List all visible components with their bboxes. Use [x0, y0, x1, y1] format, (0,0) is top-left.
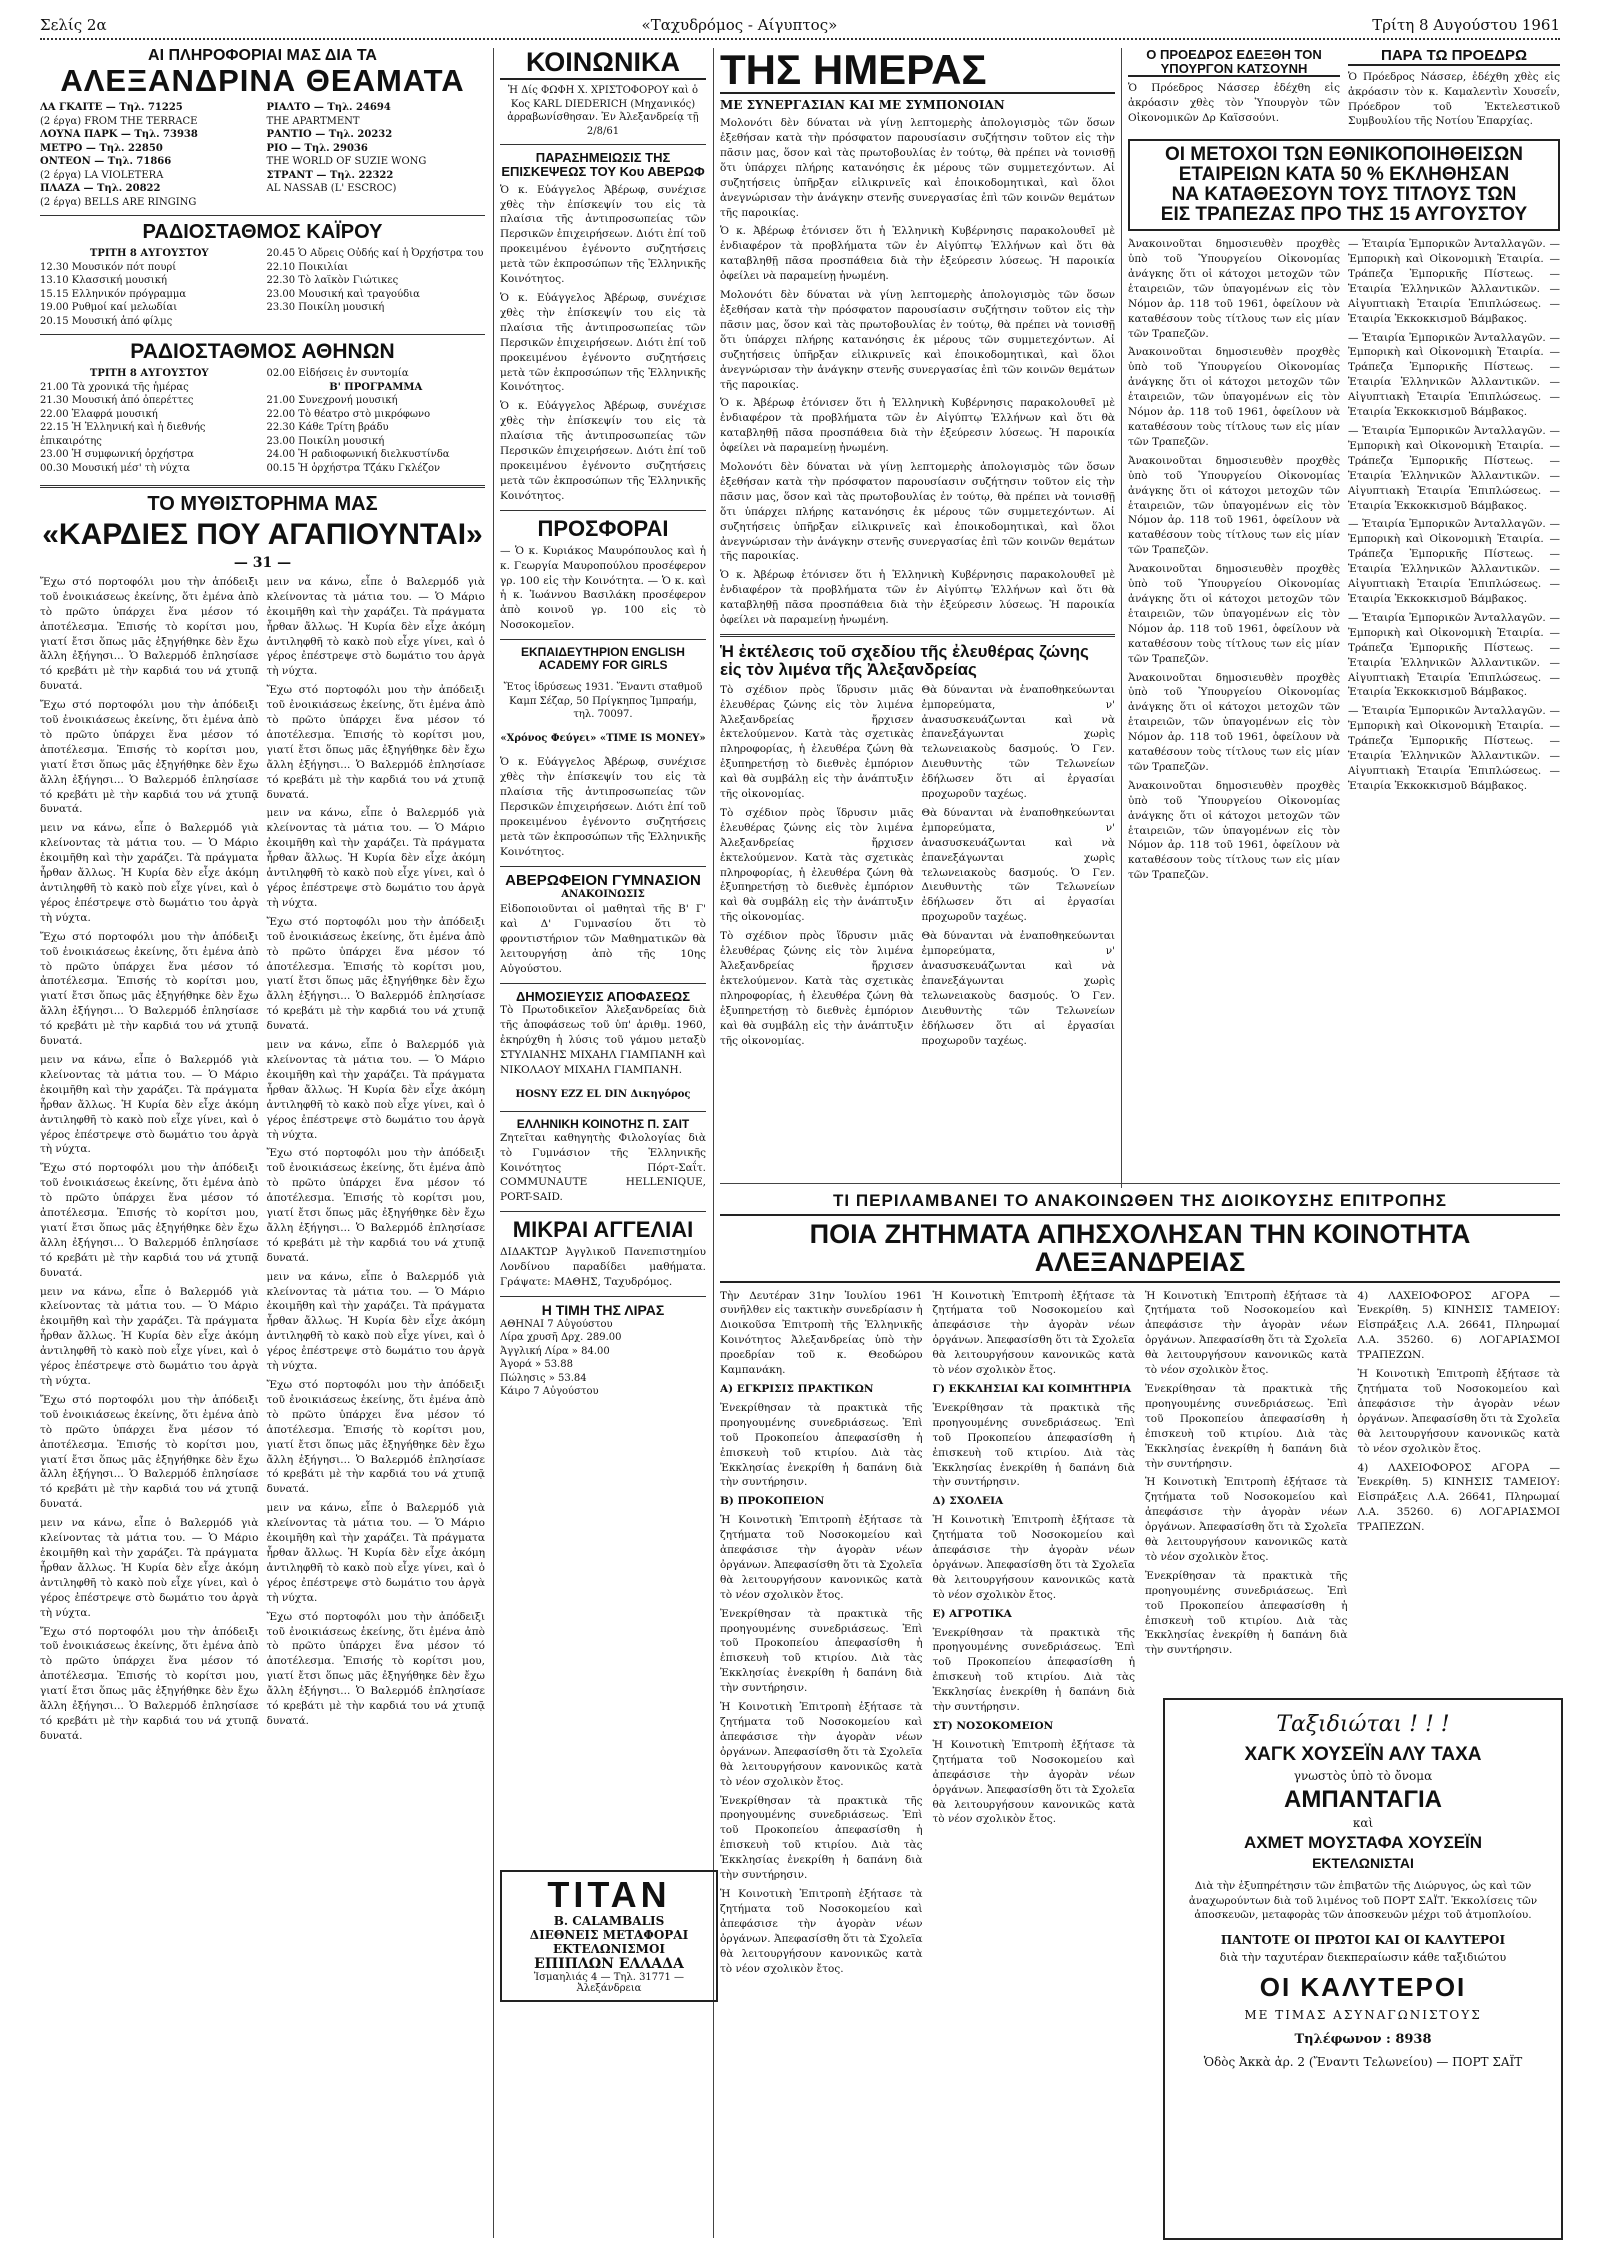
- schedule-entry: 22.15 Ἡ Ἑλληνική καὶ ἡ διεθνής ἐπικαιρότης: [40, 422, 206, 447]
- novel-title: «ΚΑΡΔΙΕΣ ΠΟΥ ΑΓΑΠΙΟΥΝΤΑΙ»: [42, 518, 483, 552]
- english-academy-quote: «Χρόνος Φεύγει» «TIME IS MONEY»: [500, 732, 706, 744]
- cinema-entry: ΛΑ ΓΚΑΙΤΕ — Τηλ. 71225: [40, 102, 183, 114]
- radio-athens-schedule: [40, 367, 485, 475]
- committee-headline: ΠΟΙΑ ΖΗΤΗΜΑΤΑ ΑΠΗΣΧΟΛΗΣΑΝ ΤΗΝ ΚΟΙΝΟΤΗΤΑ ΑΛΕΞΑΝΔΡΕΙΑΣ: [720, 1214, 1560, 1283]
- schedule-date: ΤΡΙΤΗ 8 ΑΥΓΟΥΣΤΟΥ: [89, 248, 209, 260]
- titan-company: B. CALAMBALIS: [553, 1913, 665, 1928]
- shareholders-paragraph: Ἀνακοινοῦται δημοσιευθὲν προχθὲς ὑπὸ τοῦ Ὑπουργείου Οἰκονομίας ἀνάγκης ὅτι οἱ κάτοχοι μετοχῶν τῶν ἑταιρειῶν, τῶν ὑπαγομένων εἰς τὸν Νόμον ἀρ. 118 τοῦ 1961, ὀφείλουν νὰ καταθέσουν τοὺς τίτλους των εἰς μίαν τῶν Τραπεζῶν.: [1128, 238, 1340, 340]
- ad-subtitle: διὰ τὴν ταχυτέραν διεκπεραίωσιν κάθε ταξιδιώτου: [1219, 1951, 1507, 1965]
- theatres-subtitle: ΑΙ ΠΛΗΡΟΦΟΡΙΑΙ ΜΑΣ ΔΙΑ ΤΑ: [148, 48, 377, 64]
- radio-cairo-title: ΡΑΔΙΟΣΤΑΘΜΟΣ ΚΑΪΡΟΥ: [142, 221, 383, 244]
- novel-paragraph: μειν να κάνω, εἶπε ὁ Βαλερμόδ γιὰ κλείνοντας τὰ μάτια του. — Ὁ Μάριο ἐκοιμῆθη καὶ τὴν χαράζει. Τὰ πράγματα ἦρθαν ἄλλως. Ἡ Κυρία δὲν εἶχε ἀκόμη ἀντιληφθῆ τὸ κακὸ ποὺ εἶχε γίνει, καὶ ὁ γέρος ἐπέστρεψε στὸ δωμάτιο του ἀργὰ τὴ νύχτα.: [40, 822, 259, 924]
- cinema-entry: ΣΤΡΑΝΤ — Τηλ. 22322: [266, 169, 394, 181]
- cinema-entry: (2 έργα) FROM THE TERRACE: [40, 115, 198, 127]
- small-ad-text: ΔΙΔΑΚΤΩΡ Ἀγγλικοῦ Πανεπιστημίου Λονδίνου παραδίδει μαθήματα. Γράψατε: ΜΑΘΗΣ, Ταχυδρόμος.: [500, 1246, 706, 1289]
- novel-paragraph: μειν να κάνω, εἶπε ὁ Βαλερμόδ γιὰ κλείνοντας τὰ μάτια του. — Ὁ Μάριο ἐκοιμῆθη καὶ τὴν χαράζει. Τὰ πράγματα ἦρθαν ἄλλως. Ἡ Κυρία δὲν εἶχε ἀκόμη ἀντιληφθῆ τὸ κακὸ ποὺ εἶχε γίνει, καὶ ὁ γέρος ἐπέστρεψε στὸ δωμάτιο του ἀργὰ τὴ νύχτα.: [266, 807, 485, 909]
- english-academy-body: Ὁ κ. Εὐάγγελος Ἀβέρωφ, συνέχισε χθὲς τὴν ἐπίσκεψίν του εἰς τὰ πλαίσια τῆς ἀντιπροσωπείας τῶν Περσικῶν ἐπιχειρήσεων. Διότι ἐπί τοῦ προκειμένου ἐγένοντο συζητήσεις μετὰ τῶν ἐκπροσώπων τῆς Ἑλληνικῆς Κοινότητος.: [500, 756, 706, 858]
- company-list: — Ἑταιρία Ἐμπορικῶν Ἀνταλλαγῶν. — Ἐμπορικὴ καὶ Οἰκονομικὴ Ἑταιρία. — Τράπεζα Ἐμπορικῆς Πίστεως. — Ἑταιρία Ἑλληνικῶν Ἀλλαντικῶν. — Αἰγυπτιακὴ Ἑταιρία Ἐπιπλώσεως. — Ἑταιρία Ἐκκοκκισμοῦ Βάμβακος.: [1348, 518, 1560, 605]
- free-zone-body: [720, 683, 1115, 1053]
- schedule-entry: 24.00 Ἡ ραδιοφωνική διελκυστίνδα: [266, 449, 450, 461]
- committee-paragraph: Ἡ Κοινοτικὴ Ἐπιτροπὴ ἐξήτασε τὰ ζητήματα τοῦ Νοσοκομείου καὶ ἀπεφάσισε τὴν ἀγορὰν νέων ὀργάνων. Ἀπεφασίσθη ὅτι τὰ Σχολεῖα θὰ λειτουργήσουν κανονικῶς κατὰ τὸ νέον σχολικὸν ἔτος.: [932, 1289, 1135, 1377]
- decision-head: ΔΗΜΟΣΙΕΥΣΙΣ ΑΠΟΦΑΣΕΩΣ: [515, 988, 691, 1004]
- novel-paragraph: Ἔχω στό πορτοφόλι μου τὴν ἀπόδειξι τοῦ ἐνοικιάσεως ἐκείνης, ὅτι ἐμένα ἀπὸ τὸ πρῶτο ὑπάρχει ἕνα μέσον τό ἀποτέλεσμα. Ἐπισής τὸ κορίτσι μου, γιατί ἔτσι ὅπως μᾶς ἐξηγήθηκε δὲν ἔχω ἄλλη ἐξήγησι... Ὁ Βαλερμόδ ἐπλησίασε τό κρεβάτι μὲ τὴν καρδιά του νά χτυπᾷ δυνατά.: [40, 699, 259, 816]
- averofeion-head: ΑΒΕΡΩΦΕΙΟΝ ΓΥΜΝΑΣΙΟΝ: [505, 871, 701, 889]
- lira-price-head: Η ΤΙΜΗ ΤΗΣ ΛΙΡΑΣ: [541, 1302, 665, 1319]
- cinema-entry: (2 έργα) BELLS ARE RINGING: [40, 196, 197, 208]
- shareholders-paragraph: Ἀνακοινοῦται δημοσιευθὲν προχθὲς ὑπὸ τοῦ Ὑπουργείου Οἰκονομίας ἀνάγκης ὅτι οἱ κάτοχοι μετοχῶν τῶν ἑταιρειῶν, τῶν ὑπαγομένων εἰς τὸν Νόμον ἀρ. 118 τοῦ 1961, ὀφείλουν νὰ καταθέσουν τοὺς τίτλους των εἰς μίαν τῶν Τραπεζῶν.: [1128, 563, 1340, 665]
- shareholders-paragraph: Ἀνακοινοῦται δημοσιευθὲν προχθὲς ὑπὸ τοῦ Ὑπουργείου Οἰκονομίας ἀνάγκης ὅτι οἱ κάτοχοι μετοχῶν τῶν ἑταιρειῶν, τῶν ὑπαγομένων εἰς τὸν Νόμον ἀρ. 118 τοῦ 1961, ὀφείλουν νὰ καταθέσουν τοὺς τίτλους των εἰς μίαν τῶν Τραπεζῶν.: [1128, 346, 1340, 448]
- company-list: — Ἑταιρία Ἐμπορικῶν Ἀνταλλαγῶν. — Ἐμπορικὴ καὶ Οἰκονομικὴ Ἑταιρία. — Τράπεζα Ἐμπορικῆς Πίστεως. — Ἑταιρία Ἑλληνικῶν Ἀλλαντικῶν. — Αἰγυπτιακὴ Ἑταιρία Ἐπιπλώσεως. — Ἑταιρία Ἐκκοκκισμοῦ Βάμβακος.: [1348, 611, 1560, 699]
- ad-phone: Τηλέφωνον : 8938: [1294, 2031, 1432, 2047]
- novel-paragraph: Ἔχω στό πορτοφόλι μου τὴν ἀπόδειξι τοῦ ἐνοικιάσεως ἐκείνης, ὅτι ἐμένα ἀπὸ τὸ πρῶτο ὑπάρχει ἕνα μέσον τό ἀποτέλεσμα. Ἐπισής τὸ κορίτσι μου, γιατί ἔτσι ὅπως μᾶς ἐξηγήθηκε δὲν ἔχω ἄλλη ἐξήγησι... Ὁ Βαλερμόδ ἐπλησίασε τό κρεβάτι μὲ τὴν καρδιά του νά χτυπᾷ δυνατά.: [40, 1625, 259, 1742]
- column-news-right: [1128, 48, 1560, 1198]
- banner-line: ΕΙΣ ΤΡΑΠΕΖΑΣ ΠΡΟ ΤΗΣ 15 ΑΥΓΟΥΣΤΟΥ: [1160, 204, 1528, 226]
- titan-address: Ἰσμαηλιάς 4 — Τηλ. 31771 — Ἀλεξάνδρεια: [533, 1971, 685, 1994]
- company-list: — Ἑταιρία Ἐμπορικῶν Ἀνταλλαγῶν. — Ἐμπορικὴ καὶ Οἰκονομικὴ Ἑταιρία. — Τράπεζα Ἐμπορικῆς Πίστεως. — Ἑταιρία Ἑλληνικῶν Ἀλλαντικῶν. — Αἰγυπτιακὴ Ἑταιρία Ἐπιπλώσεως. — Ἑταιρία Ἐκκοκκισμοῦ Βάμβακος.: [1348, 331, 1560, 419]
- para-to-proedro-text: Ὁ Πρόεδρος Νάσσερ, ἐδέχθη χθὲς εἰς ἀκρόασιν τὸν κ. Καμαλεντὶν Χουσεΐν, Πρόεδρον τοῦ Ἐκτελεστικοῦ Συμβουλίου τῆς Νοτίου Ἐπαρχίας.: [1348, 70, 1560, 128]
- committee-section-head: ΣΤ) ΝΟΣΟΚΟΜΕΙΟΝ: [932, 1720, 1054, 1732]
- column-of-the-day: [720, 48, 1115, 1228]
- shareholders-paragraph: Ἀνακοινοῦται δημοσιευθὲν προχθὲς ὑπὸ τοῦ Ὑπουργείου Οἰκονομίας ἀνάγκης ὅτι οἱ κάτοχοι μετοχῶν τῶν ἑταιρειῶν, τῶν ὑπαγομένων εἰς τὸν Νόμον ἀρ. 118 τοῦ 1961, ὀφείλουν νὰ καταθέσουν τοὺς τίτλους των εἰς μίαν τῶν Τραπεζῶν.: [1128, 779, 1340, 882]
- column-divider: [1121, 48, 1122, 1188]
- averof-visit-text: Ὁ κ. Εὐάγγελος Ἀβέρωφ, συνέχισε χθὲς τὴν ἐπίσκεψίν του εἰς τὰ πλαίσια τῆς ἀντιπροσωπείας τῶν Περσικῶν ἐπιχειρήσεων. Διότι ἐπί τοῦ προκειμένου ἐγένοντο συζητήσεις μετὰ τῶν ἐκπροσώπων τῆς Ἑλληνικῆς Κοινότητος.: [500, 400, 706, 502]
- committee-paragraph: Ἡ Κοινοτικὴ Ἐπιτροπὴ ἐξήτασε τὰ ζητήματα τοῦ Νοσοκομείου καὶ ἀπεφάσισε τὴν ἀγορὰν νέων ὀργάνων. Ἀπεφασίσθη ὅτι τὰ Σχολεῖα θὰ λειτουργήσουν κανονικῶς κατὰ τὸ νέον σχολικὸν ἔτος.: [1145, 1476, 1348, 1563]
- radio-athens-title: ΡΑΔΙΟΣΤΑΘΜΟΣ ΑΘΗΝΩΝ: [130, 340, 395, 364]
- free-zone-paragraph: Τὸ σχέδιον πρὸς ἵδρυσιν μιᾶς ἐλευθέρας ζώνης εἰς τὸν λιμένα Ἀλεξανδρείας ἤρχισεν ἐκτελούμενον. Κατὰ τὰς σχετικὰς πληροφορίας, ἡ ἐλευθέρα ζώνη θὰ ἐξυπηρετήσῃ τὸ διεθνὲς ἐμπόριον καὶ θὰ συμβάλῃ εἰς τὴν ἀνάπτυξιν τῆς οἰκονομίας.: [720, 683, 914, 801]
- lira-row: Κάιρο 7 Αὐγούστου: [500, 1386, 599, 1398]
- decision-text: Τὸ Πρωτοδικεῖον Ἀλεξανδρείας διὰ τῆς ἀποφάσεως τοῦ ὑπ' ἀριθμ. 1960, ἐκηρύχθη ἡ λύσις τοῦ γάμου μεταξὺ ΣΤΥΛΙΑΝΗΣ ΜΙΧΑΗΛ ΓΙΑΜΠΑΝΗ καὶ ΝΙΚΟΛΑΟΥ ΜΙΧΑΗΛ ΓΙΑΜΠΑΝΗ.: [500, 1004, 706, 1076]
- schedule-entry: 22.10 Ποικιλίαι: [266, 261, 349, 273]
- of-the-day-paragraph: Ὁ κ. Ἀβέρωφ ἐτόνισεν ὅτι ἡ Ἑλληνικὴ Κυβέρνησις παρακολουθεῖ μὲ ἐνδιαφέρον τὰ προβλήματα τῶν ἐν Αἰγύπτῳ Ἑλλήνων καὶ ὅτι θὰ καταβληθῇ πᾶσα προσπάθεια διὰ τὴν ἐξεύρεσιν λύσεως. Ἡ παροικία ὀφείλει νὰ παραμείνῃ ἠνωμένη.: [720, 569, 1115, 627]
- small-ads-head: ΜΙΚΡΑΙ ΑΓΓΕΛΙΑΙ: [512, 1217, 694, 1243]
- schedule-entry: 23.00 Ποικίλη μουσική: [266, 435, 385, 447]
- schedule-entry: 20.45 Ὁ Αὔρεις Οὐδής καί ἡ Ὀρχήστρα του: [266, 248, 484, 260]
- cinema-entry: ΡΑΝΤΙΟ — Τηλ. 20232: [266, 129, 393, 141]
- novel-paragraph: μειν να κάνω, εἶπε ὁ Βαλερμόδ γιὰ κλείνοντας τὰ μάτια του. — Ὁ Μάριο ἐκοιμῆθη καὶ τὴν χαράζει. Τὰ πράγματα ἦρθαν ἄλλως. Ἡ Κυρία δὲν εἶχε ἀκόμη ἀντιληφθῆ τὸ κακὸ ποὺ εἶχε γίνει, καὶ ὁ γέρος ἐπέστρεψε στὸ δωμάτιο του ἀργὰ τὴ νύχτα.: [40, 1517, 259, 1619]
- schedule-date: ΤΡΙΤΗ 8 ΑΥΓΟΥΣΤΟΥ: [89, 368, 209, 380]
- ad-and: καὶ: [1352, 1816, 1374, 1831]
- offers-head: ΠΡΟΣΦΟΡΑΙ: [537, 515, 669, 541]
- schedule-entry: 15.15 Ελληνικόν πρόγραμμα: [40, 288, 187, 300]
- engagement-notice: Ἡ Δίς ΦΩΦΗ Χ. ΧΡΙΣΤΟΦΟΡΟΥ καὶ ὁ Κος KARL DIEDERICH (Μηχανικός) ἀρραβωνίσθησαν. Ἐν Ἀλεξανδρείᾳ τῇ 2/8/61: [507, 85, 699, 137]
- novel-paragraph: Ἔχω στό πορτοφόλι μου τὴν ἀπόδειξι τοῦ ἐνοικιάσεως ἐκείνης, ὅτι ἐμένα ἀπὸ τὸ πρῶτο ὑπάρχει ἕνα μέσον τό ἀποτέλεσμα. Ἐπισής τὸ κορίτσι μου, γιατί ἔτσι ὅπως μᾶς ἐξηγήθηκε δὲν ἔχω ἄλλη ἐξήγησι... Ὁ Βαλερμόδ ἐπλησίασε τό κρεβάτι μὲ τὴν καρδιά του νά χτυπᾷ δυνατά.: [40, 930, 259, 1048]
- portsaid-community-text: Ζητεῖται καθηγητὴς Φιλολογίας διὰ τὸ Γυμνάσιον τῆς Ἑλληνικῆς Κοινότητος Πόρτ-Σαΐτ. COMMUNAUTE HELLENIQUE, PORT-SAID.: [500, 1131, 706, 1204]
- company-list: — Ἑταιρία Ἐμπορικῶν Ἀνταλλαγῶν. — Ἐμπορικὴ καὶ Οἰκονομικὴ Ἑταιρία. — Τράπεζα Ἐμπορικῆς Πίστεως. — Ἑταιρία Ἑλληνικῶν Ἀλλαντικῶν. — Αἰγυπτιακὴ Ἑταιρία Ἐπιπλώσεως. — Ἑταιρία Ἐκκοκκισμοῦ Βάμβακος.: [1348, 425, 1560, 512]
- schedule-entry: 02.00 Εἰδήσεις ἐν συντομία: [266, 368, 409, 380]
- shareholders-banner: [1128, 139, 1560, 231]
- titan-services: ΔΙΕΘΝΕΙΣ ΜΕΤΑΦΟΡΑΙ ΕΚΤΕΛΩΝΙΣΜΟΙ: [529, 1927, 689, 1956]
- committee-paragraph: Ἐνεκρίθησαν τὰ πρακτικὰ τῆς προηγουμένης συνεδριάσεως. Ἐπὶ τοῦ Προκοπείου ἀπεφασίσθη ἡ ἐπισκευὴ τοῦ κτιρίου. Διὰ τὰς Ἐκκλησίας ἐνεκρίθη ἡ δαπάνη διὰ τὴν συντήρησιν.: [932, 1401, 1135, 1489]
- novel-paragraph: Ἔχω στό πορτοφόλι μου τὴν ἀπόδειξι τοῦ ἐνοικιάσεως ἐκείνης, ὅτι ἐμένα ἀπὸ τὸ πρῶτο ὑπάρχει ἕνα μέσον τό ἀποτέλεσμα. Ἐπισής τὸ κορίτσι μου, γιατί ἔτσι ὅπως μᾶς ἐξηγήθηκε δὲν ἔχω ἄλλη ἐξήγησι... Ὁ Βαλερμόδ ἐπλησίασε τό κρεβάτι μὲ τὴν καρδιά του νά χτυπᾷ δυνατά.: [266, 1379, 485, 1496]
- averof-visit-head: ΠΑΡΑΣΗΜΕΙΩΣΙΣ ΤΗΣ ΕΠΙΣΚΕΨΕΩΣ ΤΟΥ Κου ΑΒΕΡΩΦ: [501, 150, 705, 179]
- president-kaissouni-head: Ο ΠΡΟΕΔΡΟΣ ΕΔΕΞΘΗ ΤΟΝ ΥΠΟΥΡΓΟΝ ΚΑΤΣΟΥΝΗ: [1128, 48, 1340, 77]
- cinema-entry: ΜΕΤΡΟ — Τηλ. 22850: [40, 142, 163, 154]
- ad-role: ΕΚΤΕΛΩΝΙΣΤΑΙ: [1312, 1854, 1414, 1871]
- committee-paragraph: 4) ΛΑΧΕΙΟΦΟΡΟΣ ΑΓΟΡΑ — Ἐνεκρίθη. 5) ΚΙΝΗΣΙΣ ΤΑΜΕΙΟΥ: Εἰσπράξεις Λ.Α. 26641, Πληρωμαί Λ.Α. 35260. 6) ΛΟΓΑΡΙΑΣΜΟΙ ΤΡΑΠΕΖΩΝ.: [1357, 1461, 1560, 1534]
- novel-paragraph: Ἔχω στό πορτοφόλι μου τὴν ἀπόδειξι τοῦ ἐνοικιάσεως ἐκείνης, ὅτι ἐμένα ἀπὸ τὸ πρῶτο ὑπάρχει ἕνα μέσον τό ἀποτέλεσμα. Ἐπισής τὸ κορίτσι μου, γιατί ἔτσι ὅπως μᾶς ἐξηγήθηκε δὲν ἔχω ἄλλη ἐξήγησι... Ὁ Βαλερμόδ ἐπλησίασε τό κρεβάτι μὲ τὴν καρδιά του νά χτυπᾷ δυνατά.: [40, 575, 259, 693]
- schedule-entry: 22.00 Ἑλαφρά μουσική: [40, 408, 158, 420]
- schedule-entry: 21.00 Τὰ χρονικά τῆς ἡμέρας: [40, 381, 189, 393]
- committee-subhead: ΤΙ ΠΕΡΙΛΑΜΒΑΝΕΙ ΤΟ ΑΝΑΚΟΙΝΩΘΕΝ ΤΗΣ ΔΙΟΙΚΟΥΣΗΣ ΕΠΙΤΡΟΠΗΣ: [833, 1192, 1447, 1210]
- averof-visit-text: Ὁ κ. Εὐάγγελος Ἀβέρωφ, συνέχισε χθὲς τὴν ἐπίσκεψίν του εἰς τὰ πλαίσια τῆς ἀντιπροσωπείας τῶν Περσικῶν ἐπιχειρήσεων. Διότι ἐπί τοῦ προκειμένου ἐγένοντο συζητήσεις μετὰ τῶν ἐκπροσώπων τῆς Ἑλληνικῆς Κοινότητος.: [500, 183, 706, 286]
- free-zone-paragraph: Τὸ σχέδιον πρὸς ἵδρυσιν μιᾶς ἐλευθέρας ζώνης εἰς τὸν λιμένα Ἀλεξανδρείας ἤρχισεν ἐκτελούμενον. Κατὰ τὰς σχετικὰς πληροφορίας, ἡ ἐλευθέρα ζώνη θὰ ἐξυπηρετήσῃ τὸ διεθνὲς ἐμπόριον καὶ θὰ συμβάλῃ εἰς τὴν ἀνάπτυξιν τῆς οἰκονομίας.: [720, 806, 914, 924]
- committee-paragraph: Ἡ Κοινοτικὴ Ἐπιτροπὴ ἐξήτασε τὰ ζητήματα τοῦ Νοσοκομείου καὶ ἀπεφάσισε τὴν ἀγορὰν νέων ὀργάνων. Ἀπεφασίσθη ὅτι τὰ Σχολεῖα θὰ λειτουργήσουν κανονικῶς κατὰ τὸ νέον σχολικὸν ἔτος.: [932, 1738, 1135, 1826]
- banner-line: ΝΑ ΚΑΤΑΘΕΣΟΥΝ ΤΟΥΣ ΤΙΤΛΟΥΣ ΤΩΝ: [1171, 184, 1517, 206]
- cinema-entry: (2 έργα) LA VIOLETERA: [40, 169, 164, 181]
- shareholders-paragraph: Ἀνακοινοῦται δημοσιευθὲν προχθὲς ὑπὸ τοῦ Ὑπουργείου Οἰκονομίας ἀνάγκης ὅτι οἱ κάτοχοι μετοχῶν τῶν ἑταιρειῶν, τῶν ὑπαγομένων εἰς τὸν Νόμον ἀρ. 118 τοῦ 1961, ὀφείλουν νὰ καταθέσουν τοὺς τίτλους των εἰς μίαν τῶν Τραπεζῶν.: [1128, 454, 1340, 557]
- ad-known-as: γνωστὸς ὑπὸ τὸ ὄνομα: [1293, 1768, 1433, 1783]
- shareholders-paragraph: Ἀνακοινοῦται δημοσιευθὲν προχθὲς ὑπὸ τοῦ Ὑπουργείου Οἰκονομίας ἀνάγκης ὅτι οἱ κάτοχοι μετοχῶν τῶν ἑταιρειῶν, τῶν ὑπαγομένων εἰς τὸν Νόμον ἀρ. 118 τοῦ 1961, ὀφείλουν νὰ καταθέσουν τοὺς τίτλους των εἰς μίαν τῶν Τραπεζῶν.: [1128, 671, 1340, 773]
- schedule-entry: 19.00 Ρυθμοί καί μελωδίαι: [40, 302, 178, 314]
- column-divider: [493, 48, 494, 2238]
- novel-paragraph: Ἔχω στό πορτοφόλι μου τὴν ἀπόδειξι τοῦ ἐνοικιάσεως ἐκείνης, ὅτι ἐμένα ἀπὸ τὸ πρῶτο ὑπάρχει ἕνα μέσον τό ἀποτέλεσμα. Ἐπισής τὸ κορίτσι μου, γιατί ἔτσι ὅπως μᾶς ἐξηγήθηκε δὲν ἔχω ἄλλη ἐξήγησι... Ὁ Βαλερμόδ ἐπλησίασε τό κρεβάτι μὲ τὴν καρδιά του νά χτυπᾷ δυνατά.: [266, 1147, 485, 1264]
- committee-section-head: Γ) ΕΚΚΛΗΣΙΑΙ ΚΑΙ ΚΟΙΜΗΤΗΡΙΑ: [932, 1382, 1132, 1395]
- ad-agent-name-2: ΑΧΜΕΤ ΜΟΥΣΤΑΦΑ ΧΟΥΣΕΪΝ: [1243, 1833, 1483, 1853]
- banner-line: ΟΙ ΜΕΤΟΧΟΙ ΤΩΝ ΕΘΝΙΚΟΠΟΙΗΘΕΙΣΩΝ: [1164, 144, 1524, 166]
- theatres-title: ΑΛΕΞΑΝΔΡΙΝΑ ΘΕΑΜΑΤΑ: [60, 62, 465, 98]
- schedule-entry: 22.30 Τὸ λαϊκὸν Γιώτικες: [266, 275, 399, 287]
- of-the-day-paragraph: Ὁ κ. Ἀβέρωφ ἐτόνισεν ὅτι ἡ Ἑλληνικὴ Κυβέρνησις παρακολουθεῖ μὲ ἐνδιαφέρον τὰ προβλήματα τῶν ἐν Αἰγύπτῳ Ἑλλήνων καὶ ὅτι θὰ καταβληθῇ πᾶσα προσπάθεια διὰ τὴν ἐξεύρεσιν λύσεως. Ἡ παροικία ὀφείλει νὰ παραμείνῃ ἠνωμένη.: [720, 225, 1115, 283]
- cinema-entry: THE WORLD OF SUZIE WONG: [266, 156, 427, 168]
- lira-row: Ἀγγλική Λίρα » 84.00: [500, 1345, 610, 1357]
- schedule-entry: 13.10 Κλασσική μουσική: [40, 275, 167, 287]
- cinema-listings: [40, 101, 485, 209]
- radio-cairo-schedule: [40, 247, 485, 328]
- free-zone-headline: Ἡ ἐκτέλεσις τοῦ σχεδίου τῆς ἐλευθέρας ζώνης εἰς τὸν λιμένα τῆς Ἀλεξανδρείας: [720, 642, 1089, 679]
- cinema-entry: ΟΝΤΕΟΝ — Τηλ. 71866: [40, 156, 172, 168]
- averof-visit-text: Ὁ κ. Εὐάγγελος Ἀβέρωφ, συνέχισε χθὲς τὴν ἐπίσκεψίν του εἰς τὰ πλαίσια τῆς ἀντιπροσωπείας τῶν Περσικῶν ἐπιχειρήσεων. Διότι ἐπί τοῦ προκειμένου ἐγένοντο συζητήσεις μετὰ τῶν ἐκπροσώπων τῆς Ἑλληνικῆς Κοινότητος.: [500, 291, 706, 394]
- paper-name: «Ταχυδρόμος - Αίγυπτος»: [641, 16, 838, 34]
- novel-paragraph: μειν να κάνω, εἶπε ὁ Βαλερμόδ γιὰ κλείνοντας τὰ μάτια του. — Ὁ Μάριο ἐκοιμῆθη καὶ τὴν χαράζει. Τὰ πράγματα ἦρθαν ἄλλως. Ἡ Κυρία δὲν εἶχε ἀκόμη ἀντιληφθῆ τὸ κακὸ ποὺ εἶχε γίνει, καὶ ὁ γέρος ἐπέστρεψε στὸ δωμάτιο του ἀργὰ τὴ νύχτα.: [266, 1502, 485, 1604]
- committee-paragraph: Ἡ Κοινοτικὴ Ἐπιτροπὴ ἐξήτασε τὰ ζητήματα τοῦ Νοσοκομείου καὶ ἀπεφάσισε τὴν ἀγορὰν νέων ὀργάνων. Ἀπεφασίσθη ὅτι τὰ Σχολεῖα θὰ λειτουργήσουν κανονικῶς κατὰ τὸ νέον σχολικὸν ἔτος.: [1357, 1368, 1560, 1455]
- announcement-label: ΑΝΑΚΟΙΝΩΣΙΣ: [561, 889, 645, 901]
- novel-paragraph: Ἔχω στό πορτοφόλι μου τὴν ἀπόδειξι τοῦ ἐνοικιάσεως ἐκείνης, ὅτι ἐμένα ἀπὸ τὸ πρῶτο ὑπάρχει ἕνα μέσον τό ἀποτέλεσμα. Ἐπισής τὸ κορίτσι μου, γιατί ἔτσι ὅπως μᾶς ἐξηγήθηκε δὲν ἔχω ἄλλη ἐξήγησι... Ὁ Βαλερμόδ ἐπλησίασε τό κρεβάτι μὲ τὴν καρδιά του νά χτυπᾷ δυνατά.: [266, 1610, 485, 1727]
- lira-row: Ἀγορά » 53.88: [500, 1359, 573, 1371]
- social-title: ΚΟΙΝΩΝΙΚΑ: [500, 48, 706, 80]
- novel-paragraph: μειν να κάνω, εἶπε ὁ Βαλερμόδ γιὰ κλείνοντας τὰ μάτια του. — Ὁ Μάριο ἐκοιμῆθη καὶ τὴν χαράζει. Τὰ πράγματα ἦρθαν ἄλλως. Ἡ Κυρία δὲν εἶχε ἀκόμη ἀντιληφθῆ τὸ κακὸ ποὺ εἶχε γίνει, καὶ ὁ γέρος ἐπέστρεψε στὸ δωμάτιο του ἀργὰ τὴ νύχτα.: [40, 1053, 259, 1156]
- committee-section-head: Ε) ΑΓΡΟΤΙΚΑ: [932, 1607, 1012, 1620]
- titan-destination: ΕΠΙΠΛΩΝ ΕΛΛΑΔΑ: [534, 1955, 684, 1972]
- of-the-day-title: ΤΗΣ ΗΜΕΡΑΣ: [720, 48, 1115, 94]
- of-the-day-subtitle: ΜΕ ΣΥΝΕΡΓΑΣΙΑΝ ΚΑΙ ΜΕ ΣΥΜΠΟΝΟΙΑΝ: [720, 98, 1005, 113]
- company-list: — Ἑταιρία Ἐμπορικῶν Ἀνταλλαγῶν. — Ἐμπορικὴ καὶ Οἰκονομικὴ Ἑταιρία. — Τράπεζα Ἐμπορικῆς Πίστεως. — Ἑταιρία Ἑλληνικῶν Ἀλλαντικῶν. — Αἰγυπτιακὴ Ἑταιρία Ἐπιπλώσεως. — Ἑταιρία Ἐκκοκκισμοῦ Βάμβακος.: [1348, 238, 1560, 325]
- titan-logo: TITAN: [547, 1874, 671, 1915]
- shareholders-body: [1128, 237, 1560, 887]
- novel-part: — 31 —: [233, 554, 292, 571]
- cinema-entry: ΛΟΥΝΑ ΠΑΡΚ — Τηλ. 73938: [40, 129, 198, 141]
- lira-row: ΑΘΗΝΑΙ 7 Αὐγούστου: [500, 1318, 613, 1330]
- schedule-entry: 22.00 Τὸ θέατρο στὸ μικρόφωνο: [266, 408, 431, 420]
- committee-paragraph: Ἐνεκρίθησαν τὰ πρακτικὰ τῆς προηγουμένης συνεδριάσεως. Ἐπὶ τοῦ Προκοπείου ἀπεφασίσθη ἡ ἐπισκευὴ τοῦ κτιρίου. Διὰ τὰς Ἐκκλησίας ἐνεκρίθη ἡ δαπάνη διὰ τὴν συντήρησιν.: [932, 1626, 1135, 1714]
- of-the-day-paragraph: Μολονότι δὲν δύναται νὰ γίνῃ λεπτομερὴς ἀπολογισμὸς τῶν ὅσων ἐξεθήσαν κατὰ τὴν πρόσφατον παρουσίασιν συζήτησιν τοῦτον εἰς τὴν πᾶσιν μας, ὅσον καὶ τὰς πρωτοβουλίας ἐν τούτῳ, θὰ πρέπει νὰ τονισθῇ ὅτι ὑπάρχει πλήρης κατανόησις ἐκ μέρους τῶν συμμετεχόντων. Αἱ συζητήσεις ὑπῆρξαν εἰλικρινεῖς καὶ ἐποικοδομητικαὶ, καὶ ὅλοι ἀνεγνώρισαν τὴν ἀνάγκην στενῆς συνεργασίας ἐπὶ τῶν κοινῶν θεμάτων τῆς παροικίας.: [720, 117, 1115, 219]
- free-zone-paragraph: Θὰ δύνανται νὰ ἐναποθηκεύωνται ἐμπορεύματα, ν' ἀνασυσκευάζωνται καὶ νὰ ἐπανεξάγωνται χωρὶς τελωνειακοὺς δασμούς. Ὁ Γεν. Διευθυντὴς τῶν Τελωνείων ἐδήλωσεν ὅτι αἱ ἐργασίαι προχωροῦν ταχέως.: [921, 683, 1115, 801]
- averofeion-text: Εἰδοποιοῦνται οἱ μαθηταὶ τῆς Β' Γ' καὶ Δ' Γυμνασίου ὅτι τὸ φροντιστήριον τῶν Μαθηματικῶν θὰ λειτουργήσῃ ἀπὸ τῆς 10ης Αὐγούστου.: [500, 902, 706, 975]
- ad-body: Διὰ τὴν ἐξυπηρέτησιν τῶν ἐπιβατῶν τῆς Διώρυγος, ὡς καὶ τῶν ἀναχωρούντων διὰ τοῦ λιμένος τοῦ ΠΟΡΤ ΣΑΪΤ. Ἐκκολίσεις τῶν ἀποσκευῶν, μεταφορὰς τῶν ἀποσκευῶν μέχρι τοῦ ἀτμοπλοίου.: [1188, 1879, 1538, 1922]
- lira-row: Πώλησις » 53.84: [500, 1372, 587, 1384]
- of-the-day-paragraph: Μολονότι δὲν δύναται νὰ γίνῃ λεπτομερὴς ἀπολογισμὸς τῶν ὅσων ἐξεθήσαν κατὰ τὴν πρόσφατον παρουσίασιν συζήτησιν τοῦτον εἰς τὴν πᾶσιν μας, ὅσον καὶ τὰς πρωτοβουλίας ἐν τούτῳ, θὰ πρέπει νὰ τονισθῇ ὅτι ὑπάρχει πλήρης κατανόησις ἐκ μέρους τῶν συμμετεχόντων. Αἱ συζητήσεις ὑπῆρξαν εἰλικρινεῖς καὶ ἐποικοδομητικαὶ, καὶ ὅλοι ἀνεγνώρισαν τὴν ἀνάγκην στενῆς συνεργασίας ἐπὶ τῶν κοινῶν θεμάτων τῆς παροικίας.: [720, 289, 1115, 391]
- company-list: — Ἑταιρία Ἐμπορικῶν Ἀνταλλαγῶν. — Ἐμπορικὴ καὶ Οἰκονομικὴ Ἑταιρία. — Τράπεζα Ἐμπορικῆς Πίστεως. — Ἑταιρία Ἑλληνικῶν Ἀλλαντικῶν. — Αἰγυπτιακὴ Ἑταιρία Ἐπιπλώσεως. — Ἑταιρία Ἐκκοκκισμοῦ Βάμβακος.: [1348, 705, 1560, 792]
- of-the-day-paragraph: Ὁ κ. Ἀβέρωφ ἐτόνισεν ὅτι ἡ Ἑλληνικὴ Κυβέρνησις παρακολουθεῖ μὲ ἐνδιαφέρον τὰ προβλήματα τῶν ἐν Αἰγύπτῳ Ἑλλήνων καὶ ὅτι θὰ καταβληθῇ πᾶσα προσπάθεια διὰ τὴν ἐξεύρεσιν λύσεως. Ἡ παροικία ὀφείλει νὰ παραμείνῃ ἠνωμένη.: [720, 397, 1115, 455]
- cinema-entry: ΠΛΑΖΑ — Τηλ. 20822: [40, 183, 161, 195]
- free-zone-paragraph: Θὰ δύνανται νὰ ἐναποθηκεύωνται ἐμπορεύματα, ν' ἀνασυσκευάζωνται καὶ νὰ ἐπανεξάγωνται χωρὶς τελωνειακοὺς δασμούς. Ὁ Γεν. Διευθυντὴς τῶν Τελωνείων ἐδήλωσεν ὅτι αἱ ἐργασίαι προχωροῦν ταχέως.: [921, 930, 1115, 1047]
- committee-paragraph: Ἡ Κοινοτικὴ Ἐπιτροπὴ ἐξήτασε τὰ ζητήματα τοῦ Νοσοκομείου καὶ ἀπεφάσισε τὴν ἀγορὰν νέων ὀργάνων. Ἀπεφασίσθη ὅτι τὰ Σχολεῖα θὰ λειτουργήσουν κανονικῶς κατὰ τὸ νέον σχολικὸν ἔτος.: [1145, 1289, 1348, 1377]
- schedule-entry: 21.00 Συνεχρονή μουσική: [266, 395, 398, 407]
- portsaid-community-head: ΕΛΛΗΝΙΚΗ ΚΟΙΝΟΤΗΣ Π. ΣΑΙΤ: [516, 1117, 690, 1132]
- committee-paragraph: Ἐνεκρίθησαν τὰ πρακτικὰ τῆς προηγουμένης συνεδριάσεως. Ἐπὶ τοῦ Προκοπείου ἀπεφασίσθη ἡ ἐπισκευὴ τοῦ κτιρίου. Διὰ τὰς Ἐκκλησίας ἐνεκρίθη ἡ δαπάνη διὰ τὴν συντήρησιν.: [720, 1401, 923, 1489]
- committee-paragraph: Ἐνεκρίθησαν τὰ πρακτικὰ τῆς προηγουμένης συνεδριάσεως. Ἐπὶ τοῦ Προκοπείου ἀπεφασίσθη ἡ ἐπισκευὴ τοῦ κτιρίου. Διὰ τὰς Ἐκκλησίας ἐνεκρίθη ἡ δαπάνη διὰ τὴν συντήρησιν.: [720, 1607, 923, 1695]
- banner-line: ΕΤΑΙΡΕΙΩΝ ΚΑΤΑ 50 % ΕΚΛΗΘΗΣΑΝ: [1178, 164, 1510, 186]
- masthead: [40, 14, 1560, 40]
- novel-paragraph: μειν να κάνω, εἶπε ὁ Βαλερμόδ γιὰ κλείνοντας τὰ μάτια του. — Ὁ Μάριο ἐκοιμῆθη καὶ τὴν χαράζει. Τὰ πράγματα ἦρθαν ἄλλως. Ἡ Κυρία δὲν εἶχε ἀκόμη ἀντιληφθῆ τὸ κακὸ ποὺ εἶχε γίνει, καὶ ὁ γέρος ἐπέστρεψε στὸ δωμάτιο του ἀργὰ τὴ νύχτα.: [266, 1039, 485, 1141]
- committee-paragraph: 4) ΛΑΧΕΙΟΦΟΡΟΣ ΑΓΟΡΑ — Ἐνεκρίθη. 5) ΚΙΝΗΣΙΣ ΤΑΜΕΙΟΥ: Εἰσπράξεις Λ.Α. 26641, Πληρωμαί Λ.Α. 35260. 6) ΛΟΓΑΡΙΑΣΜΟΙ ΤΡΑΠΕΖΩΝ.: [1357, 1289, 1560, 1362]
- committee-section-head: Α) ΕΓΚΡΙΣΙΣ ΠΡΑΚΤΙΚΩΝ: [720, 1382, 874, 1395]
- novel-paragraph: Ἔχω στό πορτοφόλι μου τὴν ἀπόδειξι τοῦ ἐνοικιάσεως ἐκείνης, ὅτι ἐμένα ἀπὸ τὸ πρῶτο ὑπάρχει ἕνα μέσον τό ἀποτέλεσμα. Ἐπισής τὸ κορίτσι μου, γιατί ἔτσι ὅπως μᾶς ἐξηγήθηκε δὲν ἔχω ἄλλη ἐξήγησι... Ὁ Βαλερμόδ ἐπλησίασε τό κρεβάτι μὲ τὴν καρδιά του νά χτυπᾷ δυνατά.: [266, 684, 485, 801]
- ad-headline: Ταξιδιώται ! ! !: [1276, 1712, 1450, 1737]
- para-to-proedro-head: ΠΑΡΑ ΤΩ ΠΡΟΕΔΡΩ: [1348, 48, 1560, 66]
- committee-paragraph: Ἐνεκρίθησαν τὰ πρακτικὰ τῆς προηγουμένης συνεδριάσεως. Ἐπὶ τοῦ Προκοπείου ἀπεφασίσθη ἡ ἐπισκευὴ τοῦ κτιρίου. Διὰ τὰς Ἐκκλησίας ἐνεκρίθη ἡ δαπάνη διὰ τὴν συντήρησιν.: [1145, 1569, 1348, 1657]
- issue-date: Τρίτη 8 Αυγούστου 1961: [1372, 16, 1560, 34]
- novel-label: ΤΟ ΜΥΘΙΣΤΟΡΗΜΑ ΜΑΣ: [147, 493, 378, 516]
- ad-prices: ΜΕ ΤΙΜΑΣ ΑΣΥΝΑΓΩΝΙΣΤΟΥΣ: [1244, 2007, 1482, 2022]
- president-kaissouni-text: Ὁ Πρόεδρος Νάσσερ ἐδέχθη εἰς ἀκρόασιν χθὲς τὸν Ὑπουργὸν τῶν Οἰκονομικῶν Δρ Καϊσσούνι.: [1128, 82, 1340, 125]
- cinema-entry: THE APARTMENT: [266, 115, 360, 127]
- english-academy-text: Ἔτος ἱδρύσεως 1931. Ἕναντι σταθμοῦ Καμπ Σέζαρ, 50 Πρίγκηπος Ἰμπραήμ, τηλ. 70097.: [503, 682, 703, 721]
- novel-paragraph: μειν να κάνω, εἶπε ὁ Βαλερμόδ γιὰ κλείνοντας τὰ μάτια του. — Ὁ Μάριο ἐκοιμῆθη καὶ τὴν χαράζει. Τὰ πράγματα ἦρθαν ἄλλως. Ἡ Κυρία δὲν εἶχε ἀκόμη ἀντιληφθῆ τὸ κακὸ ποὺ εἶχε γίνει, καὶ ὁ γέρος ἐπέστρεψε στὸ δωμάτιο του ἀργὰ τὴ νύχτα.: [266, 1270, 485, 1373]
- committee-paragraph: Τὴν Δευτέραν 31ην Ἰουλίου 1961 συνῆλθεν εἰς τακτικὴν συνεδρίασιν ἡ Διοικοῦσα Ἐπιτροπὴ τῆς Ἑλληνικῆς Κοινότητος Ἀλεξανδρείας ὑπὸ τὴν προεδρίαν τοῦ κ. Θεοδώρου Καμπανάκη.: [720, 1289, 923, 1377]
- novel-paragraph: Ἔχω στό πορτοφόλι μου τὴν ἀπόδειξι τοῦ ἐνοικιάσεως ἐκείνης, ὅτι ἐμένα ἀπὸ τὸ πρῶτο ὑπάρχει ἕνα μέσον τό ἀποτέλεσμα. Ἐπισής τὸ κορίτσι μου, γιατί ἔτσι ὅπως μᾶς ἐξηγήθηκε δὲν ἔχω ἄλλη ἐξήγησι... Ὁ Βαλερμόδ ἐπλησίασε τό κρεβάτι μὲ τὴν καρδιά του νά χτυπᾷ δυνατά.: [40, 1162, 259, 1279]
- ad-alias: ΑΜΠΑΝΤΑΓΙΑ: [1284, 1785, 1442, 1813]
- column-entertainment: [40, 48, 485, 2238]
- novel-paragraph: Ἔχω στό πορτοφόλι μου τὴν ἀπόδειξι τοῦ ἐνοικιάσεως ἐκείνης, ὅτι ἐμένα ἀπὸ τὸ πρῶτο ὑπάρχει ἕνα μέσον τό ἀποτέλεσμα. Ἐπισής τὸ κορίτσι μου, γιατί ἔτσι ὅπως μᾶς ἐξηγήθηκε δὲν ἔχω ἄλλη ἐξήγησι... Ὁ Βαλερμόδ ἐπλησίασε τό κρεβάτι μὲ τὴν καρδιά του νά χτυπᾷ δυνατά.: [40, 1393, 259, 1511]
- novel-paragraph: μειν να κάνω, εἶπε ὁ Βαλερμόδ γιὰ κλείνοντας τὰ μάτια του. — Ὁ Μάριο ἐκοιμῆθη καὶ τὴν χαράζει. Τὰ πράγματα ἦρθαν ἄλλως. Ἡ Κυρία δὲν εἶχε ἀκόμη ἀντιληφθῆ τὸ κακὸ ποὺ εἶχε γίνει, καὶ ὁ γέρος ἐπέστρεψε στὸ δωμάτιο του ἀργὰ τὴ νύχτα.: [266, 575, 485, 678]
- schedule-entry: 12.30 Μουσικόν πότ πουρί: [40, 261, 177, 273]
- free-zone-paragraph: Τὸ σχέδιον πρὸς ἵδρυσιν μιᾶς ἐλευθέρας ζώνης εἰς τὸν λιμένα Ἀλεξανδρείας ἤρχισεν ἐκτελούμενον. Κατὰ τὰς σχετικὰς πληροφορίας, ἡ ἐλευθέρα ζώνη θὰ ἐξυπηρετήσῃ τὸ διεθνὲς ἐμπόριον καὶ θὰ συμβάλῃ εἰς τὴν ἀνάπτυξιν τῆς οἰκονομίας.: [720, 930, 914, 1047]
- schedule-entry: 23.00 Μουσική καὶ τραγούδια: [266, 288, 420, 300]
- novel-body: [40, 575, 485, 1748]
- of-the-day-paragraph: Μολονότι δὲν δύναται νὰ γίνῃ λεπτομερὴς ἀπολογισμὸς τῶν ὅσων ἐξεθήσαν κατὰ τὴν πρόσφατον παρουσίασιν συζήτησιν τοῦτον εἰς τὴν πᾶσιν μας, ὅσον καὶ τὰς πρωτοβουλίας ἐν τούτῳ, θὰ πρέπει νὰ τονισθῇ ὅτι ὑπάρχει πλήρης κατανόησις ἐκ μέρους τῶν συμμετεχόντων. Αἱ συζητήσεις ὑπῆρξαν εἰλικρινεῖς καὶ ἐποικοδομητικαὶ, καὶ ὅλοι ἀνεγνώρισαν τὴν ἀνάγκην στενῆς συνεργασίας ἐπὶ τῶν κοινῶν θεμάτων τῆς παροικίας.: [720, 461, 1115, 563]
- cinema-entry: AL NASSAB (L' ESCROC): [266, 183, 397, 195]
- english-academy-head: ΕΚΠΑΙΔΕΥΤΗΡΙΟΝ ENGLISH ACADEMY FOR GIRLS: [521, 645, 685, 672]
- committee-section-head: Β) ΠΡΟΚΟΠΕΙΟΝ: [720, 1495, 825, 1508]
- ad-best: ΟΙ ΚΑΛΥΤΕΡΟΙ: [1259, 1972, 1467, 2003]
- committee-paragraph: Ἡ Κοινοτικὴ Ἐπιτροπὴ ἐξήτασε τὰ ζητήματα τοῦ Νοσοκομείου καὶ ἀπεφάσισε τὴν ἀγορὰν νέων ὀργάνων. Ἀπεφασίσθη ὅτι τὰ Σχολεῖα θὰ λειτουργήσουν κανονικῶς κατὰ τὸ νέον σχολικὸν ἔτος.: [932, 1514, 1135, 1601]
- committee-paragraph: Ἡ Κοινοτικὴ Ἐπιτροπὴ ἐξήτασε τὰ ζητήματα τοῦ Νοσοκομείου καὶ ἀπεφάσισε τὴν ἀγορὰν νέων ὀργάνων. Ἀπεφασίσθη ὅτι τὰ Σχολεῖα θὰ λειτουργήσουν κανονικῶς κατὰ τὸ νέον σχολικὸν ἔτος.: [720, 1514, 923, 1601]
- schedule-entry: 21.30 Μουσική ἀπό ὀπερέττες: [40, 395, 194, 407]
- schedule-entry: 23.00 Ἡ συμφωνική ὀρχήστρα: [40, 449, 194, 461]
- committee-paragraph: Ἡ Κοινοτικὴ Ἐπιτροπὴ ἐξήτασε τὰ ζητήματα τοῦ Νοσοκομείου καὶ ἀπεφάσισε τὴν ἀγορὰν νέων ὀργάνων. Ἀπεφασίσθη ὅτι τὰ Σχολεῖα θὰ λειτουργήσουν κανονικῶς κατὰ τὸ νέον σχολικὸν ἔτος.: [720, 1701, 923, 1788]
- committee-paragraph: Ἐνεκρίθησαν τὰ πρακτικὰ τῆς προηγουμένης συνεδριάσεως. Ἐπὶ τοῦ Προκοπείου ἀπεφασίσθη ἡ ἐπισκευὴ τοῦ κτιρίου. Διὰ τὰς Ἐκκλησίας ἐνεκρίθη ἡ δαπάνη διὰ τὴν συντήρησιν.: [1145, 1382, 1348, 1470]
- ad-address: Ὁδὸς Ἀκκὰ ἀρ. 2 (Ἔναντι Τελωνείου) — ΠΟΡΤ ΣΑΪΤ: [1203, 2054, 1523, 2069]
- titan-ad: [500, 1870, 718, 2002]
- ad-agent-name: ΧΑΓΚ ΧΟΥΣΕΪΝ ΑΛΥ ΤΑΧΑ: [1244, 1744, 1482, 1765]
- committee-paragraph: Ἐνεκρίθησαν τὰ πρακτικὰ τῆς προηγουμένης συνεδριάσεως. Ἐπὶ τοῦ Προκοπείου ἀπεφασίσθη ἡ ἐπισκευὴ τοῦ κτιρίου. Διὰ τὰς Ἐκκλησίας ἐνεκρίθη ἡ δαπάνη διὰ τὴν συντήρησιν.: [720, 1794, 923, 1882]
- committee-paragraph: Ἡ Κοινοτικὴ Ἐπιτροπὴ ἐξήτασε τὰ ζητήματα τοῦ Νοσοκομείου καὶ ἀπεφάσισε τὴν ἀγορὰν νέων ὀργάνων. Ἀπεφασίσθη ὅτι τὰ Σχολεῖα θὰ λειτουργήσουν κανονικῶς κατὰ τὸ νέον σχολικὸν ἔτος.: [720, 1887, 923, 1975]
- free-zone-paragraph: Θὰ δύνανται νὰ ἐναποθηκεύωνται ἐμπορεύματα, ν' ἀνασυσκευάζωνται καὶ νὰ ἐπανεξάγωνται χωρὶς τελωνειακοὺς δασμούς. Ὁ Γεν. Διευθυντὴς τῶν Τελωνείων ἐδήλωσεν ὅτι αἱ ἐργασίαι προχωροῦν ταχέως.: [921, 806, 1115, 924]
- travel-agents-ad: [1163, 1698, 1563, 2240]
- schedule-entry: 23.30 Ποικίλη μουσική: [266, 302, 385, 314]
- novel-paragraph: Ἔχω στό πορτοφόλι μου τὴν ἀπόδειξι τοῦ ἐνοικιάσεως ἐκείνης, ὅτι ἐμένα ἀπὸ τὸ πρῶτο ὑπάρχει ἕνα μέσον τό ἀποτέλεσμα. Ἐπισής τὸ κορίτσι μου, γιατί ἔτσι ὅπως μᾶς ἐξηγήθηκε δὲν ἔχω ἄλλη ἐξήγησι... Ὁ Βαλερμόδ ἐπλησίασε τό κρεβάτι μὲ τὴν καρδιά του νά χτυπᾷ δυνατά.: [266, 915, 485, 1033]
- schedule-entry: 00.15 Ἡ ὀρχήστρα Τζάκυ Γκλέζον: [266, 462, 441, 474]
- page-number: Σελίς 2α: [40, 16, 107, 34]
- committee-section-head: Δ) ΣΧΟΛΕΙΑ: [932, 1495, 1004, 1508]
- lira-row: Λίρα χρυσῆ Δρχ. 289.00: [500, 1332, 622, 1344]
- ad-slogan: ΠΑΝΤΟΤΕ ΟΙ ΠΡΩΤΟΙ ΚΑΙ ΟΙ ΚΑΛΥΤΕΡΟΙ: [1220, 1933, 1506, 1948]
- schedule-entry: 00.30 Μουσική μέσ' τὴ νύχτα: [40, 462, 190, 474]
- schedule-entry: 20.15 Μουσική ἀπό φίλμς: [40, 315, 173, 327]
- cinema-entry: ΡΙΑΛΤΟ — Τηλ. 24694: [266, 102, 391, 114]
- section-divider: [720, 1183, 1560, 1184]
- schedule-entry: Β' ΠΡΟΓΡΑΜΜΑ: [329, 381, 423, 393]
- decision-signature: HOSNY EZZ EL DIN Δικηγόρος: [515, 1088, 691, 1100]
- schedule-entry: 22.30 Κάθε Τρίτη βράδυ: [266, 422, 389, 434]
- novel-paragraph: μειν να κάνω, εἶπε ὁ Βαλερμόδ γιὰ κλείνοντας τὰ μάτια του. — Ὁ Μάριο ἐκοιμῆθη καὶ τὴν χαράζει. Τὰ πράγματα ἦρθαν ἄλλως. Ἡ Κυρία δὲν εἶχε ἀκόμη ἀντιληφθῆ τὸ κακὸ ποὺ εἶχε γίνει, καὶ ὁ γέρος ἐπέστρεψε στὸ δωμάτιο του ἀργὰ τὴ νύχτα.: [40, 1285, 259, 1388]
- offers-text: — Ὁ κ. Κυριάκος Μαυρόπουλος καὶ ἡ κ. Γεωργία Μαυροπούλου προσέφερον γρ. 100 εἰς τὴν Κοινότητα. — Ὁ κ. καὶ ἡ κ. Ἰωάννου Βασιλάκη προσέφερον ἀπὸ κοινοῦ γρ. 100 εἰς τὸ Νοσοκομεῖον.: [500, 544, 706, 632]
- cinema-entry: ΡΙΟ — Τηλ. 29036: [266, 142, 368, 154]
